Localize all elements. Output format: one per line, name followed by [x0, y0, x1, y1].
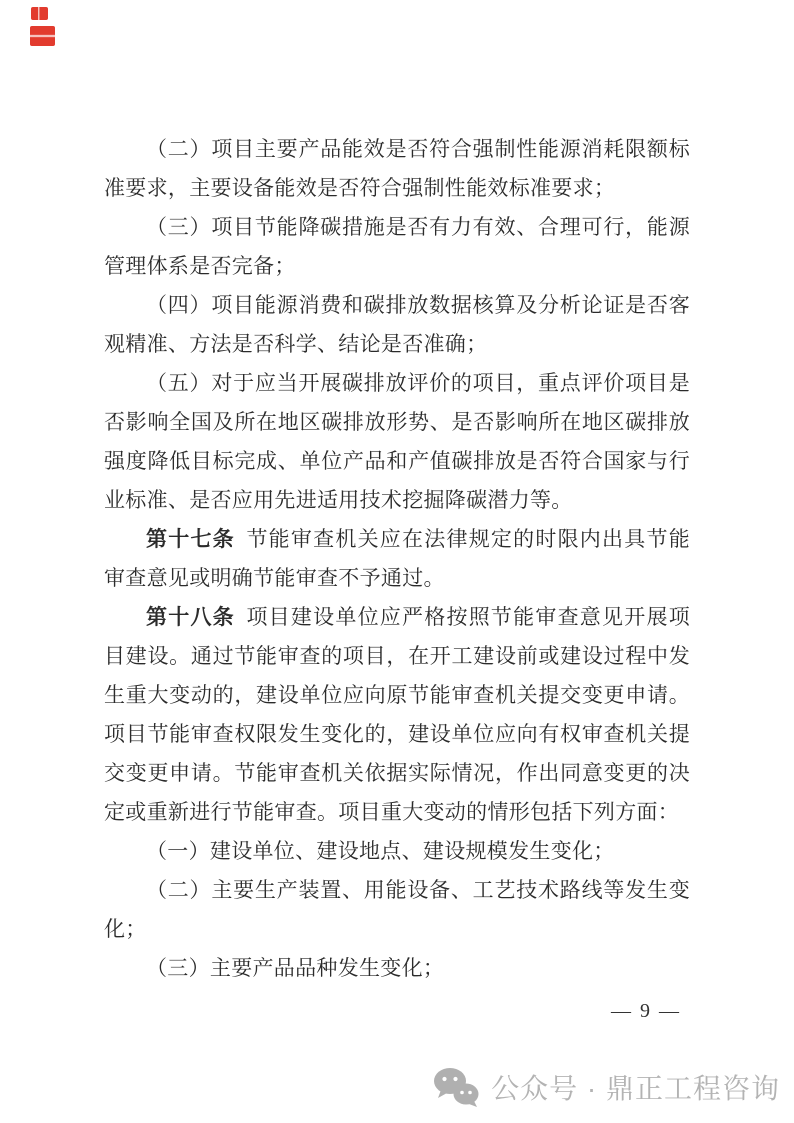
red-seal-mark — [31, 7, 48, 20]
article-number-label: 第十八条 — [146, 606, 235, 629]
paragraph — [104, 520, 690, 598]
footer-watermark-label: 公众号 · 鼎正工程咨询 — [491, 1073, 780, 1104]
wechat-icon — [433, 1066, 479, 1108]
article-number-label: 第十七条 — [146, 528, 235, 551]
paragraph-text: （一）建设单位、建设地点、建设规模发生变化； — [146, 839, 615, 863]
paragraph — [104, 364, 690, 520]
paragraph-text: （二）主要生产装置、用能设备、工艺技术路线等发生变化； — [104, 878, 690, 941]
red-seal-mark — [30, 26, 55, 46]
paragraph-text: 节能审查机关应在法律规定的时限内出具节能审查意见或明确节能审查不予通过。 — [104, 527, 691, 590]
page-number: — 9 — — [611, 1000, 681, 1022]
paragraph-text: 项目建设单位应严格按照节能审查意见开展项目建设。通过节能审查的项目，在开工建设前或建设过程中发生重大变动的，建设单位应向原节能审查机关提交变更申请。项目节能审查权限发生变化的，建设单位应向有权审查机关提交变更申请。节能审查机关依据实际情况，作出同意变更的决定或重新进行节能审查。项目重大变动的情形包括下列方面： — [104, 605, 691, 824]
paragraph-text: （五）对于应当开展碳排放评价的项目，重点评价项目是否影响全国及所在地区碳排放形势、是否影响所在地区碳排放强度降低目标完成、单位产品和产值碳排放是否符合国家与行业标准、是否应用先进适用技术挖掘降碳潜力等。 — [104, 371, 690, 512]
paragraph — [104, 286, 690, 364]
paragraph-text: （三）项目节能降碳措施是否有力有效、合理可行，能源管理体系是否完备； — [104, 215, 690, 278]
footer-watermark — [433, 1064, 780, 1110]
paragraph-text: （四）项目能源消费和碳排放数据核算及分析论证是否客观精准、方法是否科学、结论是否准确； — [104, 293, 690, 356]
document-body — [104, 130, 690, 988]
paragraph-text: （二）项目主要产品能效是否符合强制性能源消耗限额标准要求，主要设备能效是否符合强制性能效标准要求； — [104, 137, 690, 200]
paragraph-text: （三）主要产品品种发生变化； — [146, 956, 445, 980]
paragraph — [104, 871, 690, 949]
paragraph — [104, 130, 690, 208]
paragraph — [104, 949, 690, 988]
paragraph — [104, 208, 690, 286]
paragraph — [104, 832, 690, 871]
paragraph — [104, 598, 690, 832]
